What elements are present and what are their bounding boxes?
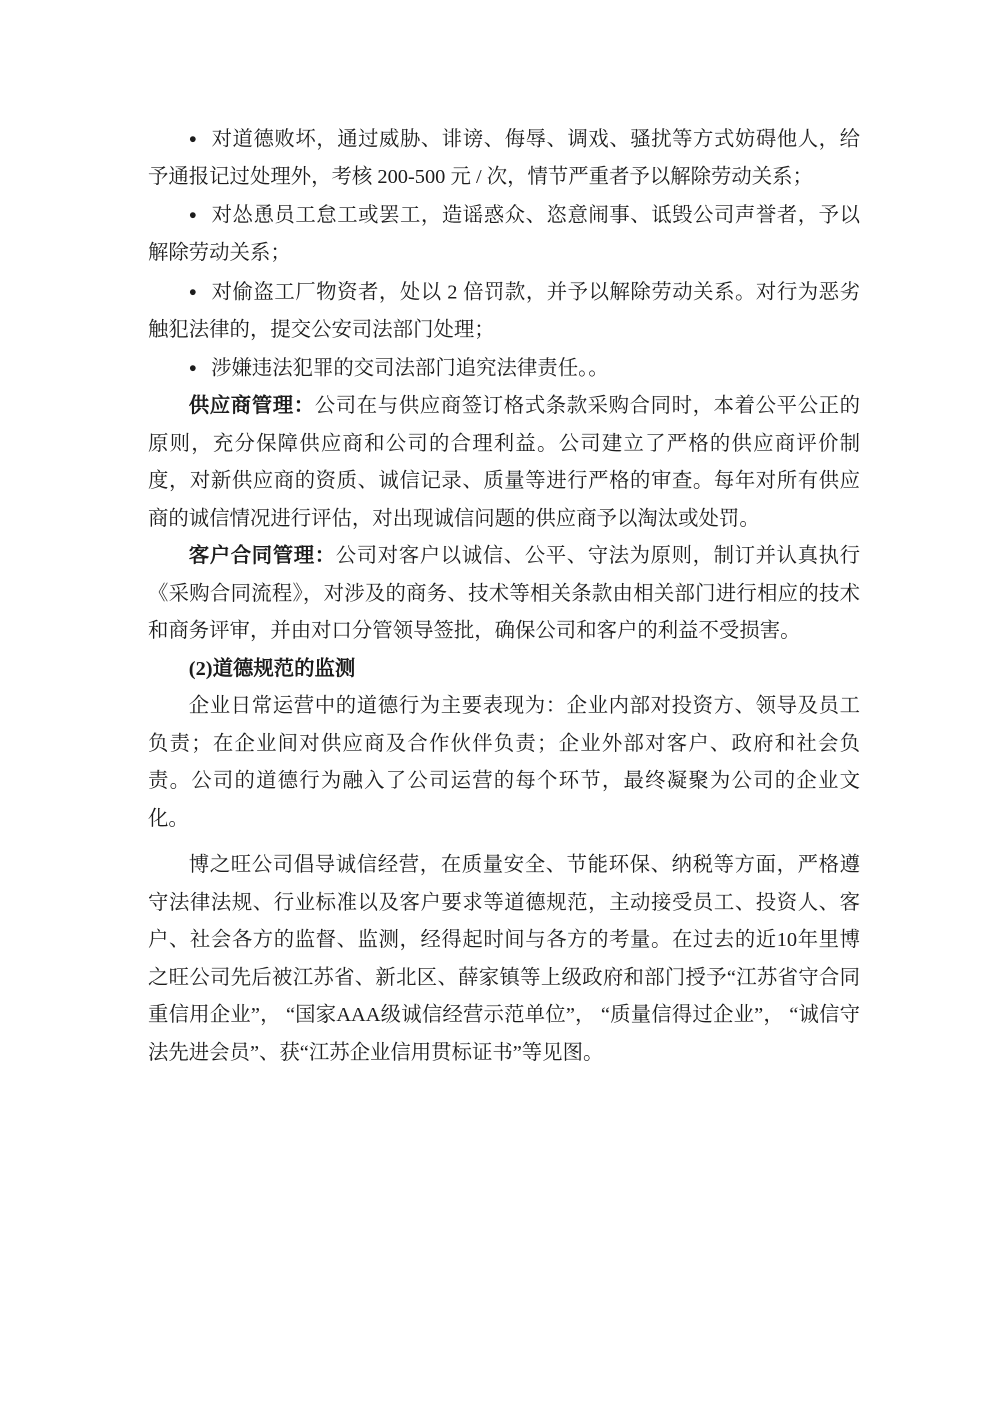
- paragraph-text: 公司在与供应商签订格式条款采购合同时，本着公平公正的原则，充分保障供应商和公司的合理利益。公司建立了严格的供应商评价制度，对新供应商的资质、诚信记录、质量等进行严格的审查。每年对所有供应商的诚信情况进行评估，对出现诚信问题的供应商予以淘汰或处罚。: [148, 395, 861, 530]
- bullet-icon: ●: [188, 207, 198, 223]
- paragraph-integrity-awards: [148, 847, 860, 1072]
- bullet-text: 对偷盗工厂物资者，处以 2 倍罚款，并予以解除劳动关系。对行为恶劣触犯法律的，提交公安司法部门处理；: [148, 281, 860, 341]
- paragraph-supplier-management: [148, 388, 860, 538]
- bullet-icon: ●: [188, 360, 197, 376]
- bullet-icon: ●: [188, 131, 198, 146]
- bullet-item-criminal-liability: [148, 349, 860, 388]
- bullet-icon: ●: [188, 283, 198, 299]
- bullet-text: 对怂恿员工怠工或罢工，造谣惑众、恣意闹事、诋毁公司声誉者，予以解除劳动关系；: [148, 204, 860, 265]
- section-heading-ethics-monitoring: (2)道德规范的监测: [188, 657, 356, 680]
- paragraph-customer-contract-management: [148, 538, 860, 651]
- paragraph-ethics-behavior: [148, 688, 860, 838]
- paragraph-lead: 客户合同管理：: [188, 545, 336, 568]
- bullet-item-moral-violation: [148, 120, 860, 196]
- paragraph-text: 公司对客户以诚信、公平、守法为原则，制订并认真执行《采购合同流程》，对涉及的商务、技术等相关条款由相关部门进行相应的技术和商务评审，并由对口分管领导签批，确保公司和客户的利益不受损害。: [148, 545, 861, 643]
- paragraph-lead: 供应商管理：: [188, 395, 315, 418]
- paragraph-text: 企业日常运营中的道德行为主要表现为：企业内部对投资方、领导及员工负责；在企业间对供应商及合作伙伴负责；企业外部对客户、政府和社会负责。公司的道德行为融入了公司运营的每个环节，最终凝聚为公司的企业文化。: [148, 695, 860, 830]
- bullet-item-incite-strike: [148, 196, 860, 272]
- paragraph-text: 博之旺公司倡导诚信经营，在质量安全、节能环保、纳税等方面，严格遵守法律法规、行业标准以及客户要求等道德规范，主动接受员工、投资人、客户、社会各方的监督、监测，经得起时间与各方的考量。在过去的近10年里博之旺公司先后被江苏省、新北区、薛家镇等上级政府和部门授予“江苏省守合同重信用企业”， “国家AAA级诚信经营示范单位”， “质量信得过企业”， “诚信守法先进会员”、获“江苏企业信用贯标证书”等见图。: [148, 854, 860, 1064]
- bullet-item-theft: [148, 273, 860, 349]
- bullet-text: 对道德败坏，通过威胁、诽谤、侮辱、调戏、骚扰等方式妨碍他人，给予通报记过处理外，考核 200-500 元 / 次，情节严重者予以解除劳动关系；: [148, 128, 860, 188]
- bullet-text: 涉嫌违法犯罪的交司法部门追究法律责任。。: [211, 357, 609, 380]
